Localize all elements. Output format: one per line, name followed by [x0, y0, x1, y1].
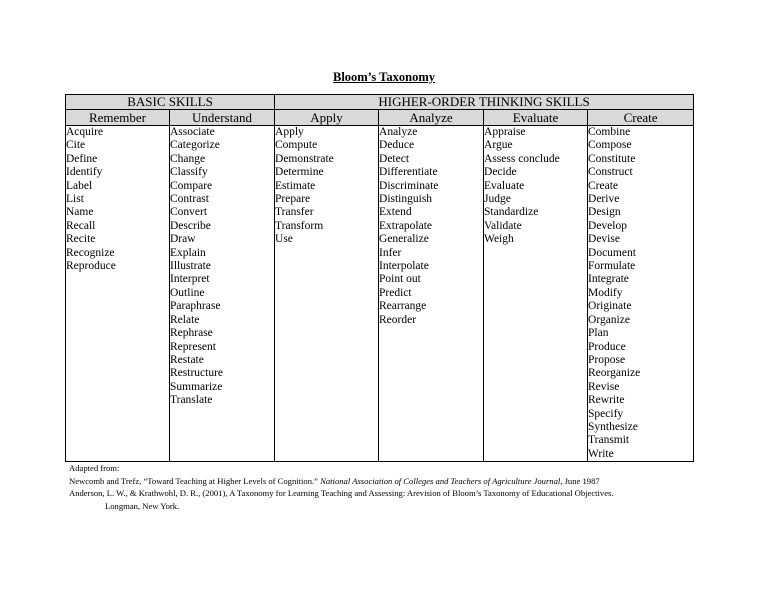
verb-item: Demonstrate [275, 152, 334, 165]
verb-item: Name [66, 206, 94, 219]
col-analyze [379, 126, 484, 462]
verb-item: Point out [379, 273, 421, 286]
verb-item: Generalize [379, 233, 429, 246]
reference-2-publisher: Longman, New York. [105, 500, 180, 511]
col-header-analyze: Analyze [379, 110, 484, 126]
verb-item: Specify [588, 407, 624, 420]
verb-item: Contrast [170, 193, 209, 206]
verb-item: Transfer [275, 206, 314, 219]
verb-item: Validate [484, 219, 522, 232]
verb-list-analyze [379, 126, 483, 327]
verb-item: Identify [66, 166, 103, 179]
verb-item: Write [588, 447, 614, 460]
verb-item: Evaluate [484, 179, 525, 192]
col-remember [66, 126, 170, 462]
verb-item: Organize [588, 313, 630, 326]
verb-item: Outline [170, 286, 205, 299]
verb-item: Create [588, 179, 619, 192]
col-header-evaluate: Evaluate [484, 110, 588, 126]
verb-item: Recall [66, 219, 96, 232]
verb-item: Document [588, 246, 636, 259]
verb-item: Weigh [484, 233, 514, 246]
reference-1-authors: Newcomb and Trefz, “Toward Teaching at Higher Levels of Cognition.” [69, 475, 321, 486]
verb-item: Restate [170, 353, 204, 366]
verb-item: Reorder [379, 313, 417, 326]
verb-item: Infer [379, 246, 402, 259]
col-header-apply: Apply [275, 110, 379, 126]
group-header-row [66, 95, 694, 110]
col-evaluate [484, 126, 588, 462]
verb-item: Rewrite [588, 394, 625, 407]
verb-item: Plan [588, 327, 609, 340]
verb-item: Formulate [588, 260, 636, 273]
reference-1 [69, 475, 719, 488]
verb-item: Describe [170, 219, 211, 232]
verb-list-create [588, 126, 693, 461]
verb-item: Construct [588, 166, 633, 179]
verb-item: Define [66, 152, 98, 165]
verb-item: Change [170, 152, 206, 165]
col-create [588, 126, 694, 462]
group-higher-order-skills: HIGHER-ORDER THINKING SKILLS [275, 95, 694, 110]
column-header-row [66, 110, 694, 126]
verb-item: Derive [588, 193, 620, 206]
verb-item: Recognize [66, 246, 115, 259]
verb-item: Illustrate [170, 260, 211, 273]
verb-item: Constitute [588, 152, 636, 165]
verb-item: Transform [275, 219, 324, 232]
verb-item: Reproduce [66, 260, 116, 273]
verb-item: Assess conclude [484, 152, 560, 165]
verb-item: Discriminate [379, 179, 439, 192]
verb-item: Predict [379, 286, 412, 299]
verb-item: Judge [484, 193, 511, 206]
verb-item: Translate [170, 394, 213, 407]
verb-item: Combine [588, 126, 631, 138]
verb-item: Distinguish [379, 193, 433, 206]
verb-item: Acquire [66, 126, 104, 138]
verb-list-understand [170, 126, 274, 408]
taxonomy-table [65, 94, 694, 462]
verb-item: Paraphrase [170, 300, 221, 313]
document-title: Bloom’s Taxonomy [333, 70, 435, 84]
verb-item: Interpret [170, 273, 210, 286]
reference-1-journal: National Association of Colleges and Teachers of Agriculture Journal, [320, 475, 563, 486]
verb-item: Compose [588, 139, 632, 152]
verb-item: Rearrange [379, 300, 427, 313]
verb-item: Extrapolate [379, 219, 433, 232]
reference-2: Anderson, L. W., & Krathwohl, D. R., (2001), A Taxonomy for Learning Teaching and Assessing: Arevision of Bloom’s Taxonomy of Educational Objectives. [69, 488, 614, 498]
verb-item: Extend [379, 206, 412, 219]
verb-item: Convert [170, 206, 208, 219]
verb-item: Differentiate [379, 166, 438, 179]
verb-item: Synthesize [588, 420, 638, 433]
verb-item: Originate [588, 300, 632, 313]
verb-item: Classify [170, 166, 208, 179]
verb-item: Compare [170, 179, 213, 192]
verb-item: Rephrase [170, 327, 213, 340]
col-header-create: Create [588, 110, 694, 126]
verb-item: Standardize [484, 206, 539, 219]
verb-item: List [66, 193, 84, 206]
col-apply [275, 126, 379, 462]
verb-item: Produce [588, 340, 626, 353]
verb-item: Interpolate [379, 260, 429, 273]
verb-item: Cite [66, 139, 86, 152]
verb-item: Determine [275, 166, 324, 179]
verb-item: Propose [588, 353, 626, 366]
verb-item: Associate [170, 126, 215, 138]
verb-item: Restructure [170, 367, 224, 380]
verb-item: Design [588, 206, 621, 219]
verb-item: Represent [170, 340, 216, 353]
verb-item: Use [275, 233, 293, 246]
verb-list-evaluate [484, 126, 587, 247]
group-basic-skills: BASIC SKILLS [66, 95, 275, 110]
verb-item: Revise [588, 380, 620, 393]
verb-item: Detect [379, 152, 410, 165]
verb-item: Categorize [170, 139, 220, 152]
verb-item: Reorganize [588, 367, 641, 380]
verb-item: Recite [66, 233, 96, 246]
verb-item: Modify [588, 286, 623, 299]
verb-item: Develop [588, 219, 627, 232]
verb-item: Relate [170, 313, 200, 326]
col-header-remember: Remember [66, 110, 170, 126]
verb-item: Appraise [484, 126, 526, 138]
verb-item: Devise [588, 233, 620, 246]
source-notes [69, 462, 719, 512]
verbs-row [66, 126, 694, 462]
adapted-from-label: Adapted from: [69, 463, 120, 473]
verb-item: Summarize [170, 380, 223, 393]
verb-item: Estimate [275, 179, 316, 192]
verb-item: Label [66, 179, 93, 192]
verb-item: Analyze [379, 126, 418, 138]
col-understand [170, 126, 275, 462]
verb-item: Draw [170, 233, 196, 246]
verb-item: Compute [275, 139, 318, 152]
verb-item: Explain [170, 246, 206, 259]
col-header-understand: Understand [170, 110, 275, 126]
verb-item: Deduce [379, 139, 415, 152]
verb-item: Prepare [275, 193, 311, 206]
verb-item: Apply [275, 126, 304, 138]
reference-1-date: June 1987 [562, 475, 600, 486]
verb-item: Argue [484, 139, 513, 152]
verb-list-apply [275, 126, 378, 247]
verb-list-remember [66, 126, 169, 273]
verb-item: Decide [484, 166, 517, 179]
verb-item: Integrate [588, 273, 629, 286]
verb-item: Transmit [588, 434, 630, 447]
